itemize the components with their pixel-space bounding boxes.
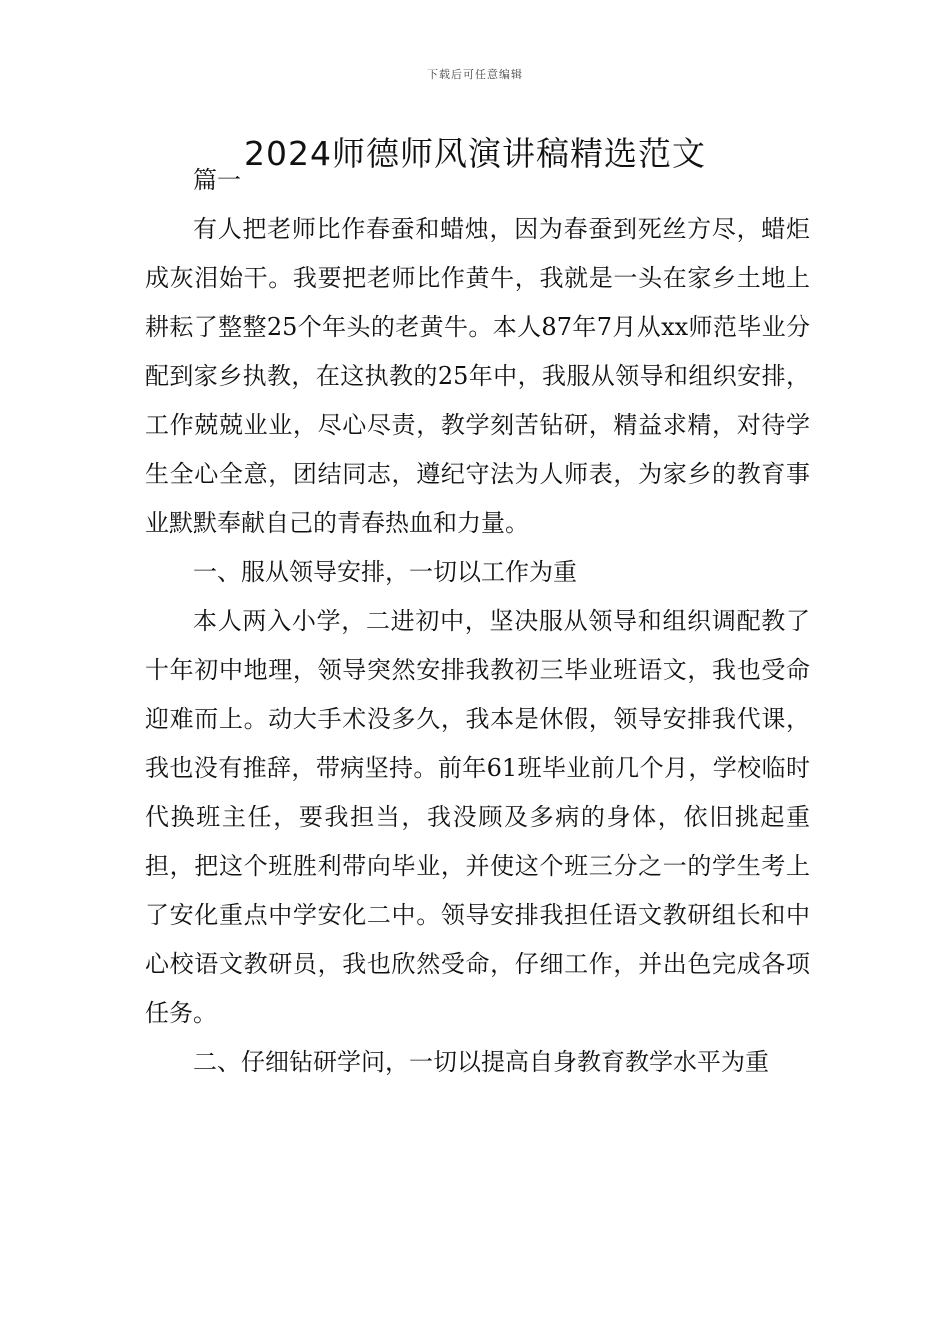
document-title: 2024师德师风演讲稿精选范文: [244, 134, 706, 173]
paragraph: 有人把老师比作春蚕和蜡烛，因为春蚕到死丝方尽，蜡炬成灰泪始干。我要把老师比作黄牛，我就是一头在家乡土地上耕耘了整整25个年头的老黄牛。本人87年7月从xx师范毕业分配到家乡执教，在这执教的25年中，我服从领导和组织安排，工作兢兢业业，尽心尽责，教学刻苦钻研，精益求精，对待学生全心全意，团结同志，遵纪守法为人师表，为家乡的教育事业默默奉献自己的青春热血和力量。: [145, 215, 810, 537]
section-heading: 二、仔细钻研学问，一切以提高自身教育教学水平为重: [193, 1048, 769, 1076]
section-label: 篇一: [193, 166, 241, 194]
section-heading: 一、服从领导安排，一切以工作为重: [193, 558, 577, 586]
paragraph: 本人两入小学，二进初中，坚决服从领导和组织调配教了十年初中地理，领导突然安排我教初三毕业班语文，我也受命迎难而上。动大手术没多久，我本是休假，领导安排我代课，我也没有推辞，带病坚持。前年61班毕业前几个月，学校临时代换班主任，要我担当，我没顾及多病的身体，依旧挑起重担，把这个班胜利带向毕业，并使这个班三分之一的学生考上了安化重点中学安化二中。领导安排我担任语文教研组长和中心校语文教研员，我也欣然受命，仔细工作，并出色完成各项任务。: [145, 607, 810, 1027]
document-body: [145, 158, 810, 1087]
header-note: 下载后可任意编辑: [427, 68, 523, 81]
